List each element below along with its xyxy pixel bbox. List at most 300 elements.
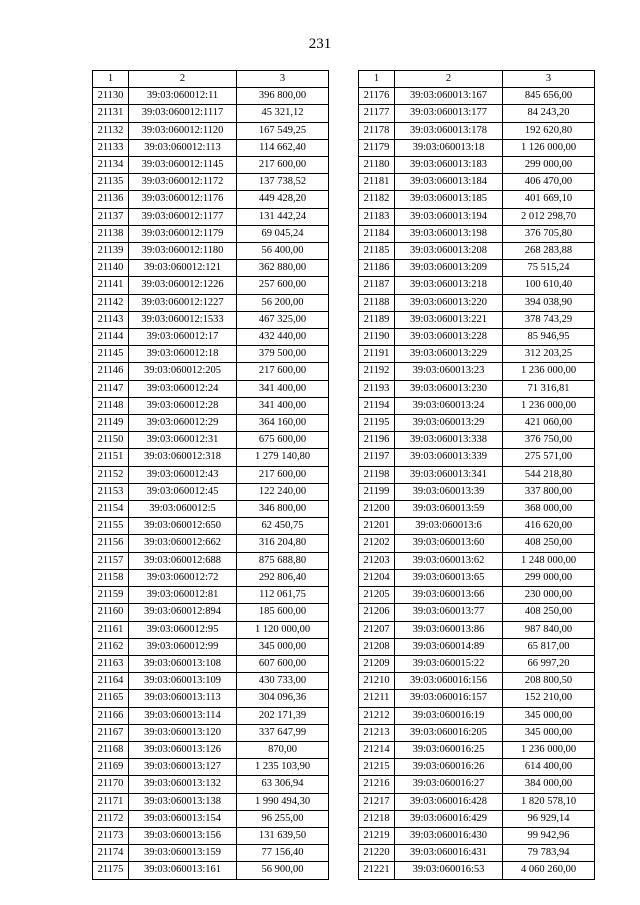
table-row: [93, 501, 329, 518]
table-row: [93, 673, 329, 690]
table-row: [359, 483, 595, 500]
value-cell: 845 656,00: [503, 88, 595, 105]
cadastral-number-cell: 39:03:060013:108: [129, 655, 237, 672]
value-cell: 75 515,24: [503, 260, 595, 277]
table-row: [93, 707, 329, 724]
table-row: [93, 638, 329, 655]
row-number-cell: 21169: [93, 759, 129, 776]
table-row: [359, 827, 595, 844]
cadastral-number-cell: 39:03:060012:72: [129, 569, 237, 586]
value-cell: 66 997,20: [503, 655, 595, 672]
row-number-cell: 21178: [359, 122, 395, 139]
table-row: [93, 122, 329, 139]
cadastral-number-cell: 39:03:060012:11: [129, 88, 237, 105]
cadastral-number-cell: 39:03:060013:221: [395, 311, 503, 328]
table-row: [359, 157, 595, 174]
value-cell: 122 240,00: [237, 483, 329, 500]
row-number-cell: 21157: [93, 552, 129, 569]
row-number-cell: 21202: [359, 535, 395, 552]
row-number-cell: 21204: [359, 569, 395, 586]
cadastral-number-cell: 39:03:060013:209: [395, 260, 503, 277]
table-header-row: [359, 71, 595, 88]
row-number-cell: 21216: [359, 776, 395, 793]
table-row: [359, 449, 595, 466]
table-row: [93, 311, 329, 328]
value-cell: 268 283,88: [503, 243, 595, 260]
value-cell: 368 000,00: [503, 501, 595, 518]
value-cell: 316 204,80: [237, 535, 329, 552]
cadastral-number-cell: 39:03:060013:65: [395, 569, 503, 586]
value-cell: 230 000,00: [503, 587, 595, 604]
row-number-cell: 21180: [359, 157, 395, 174]
table-row: [93, 105, 329, 122]
table-row: [359, 845, 595, 862]
row-number-cell: 21135: [93, 174, 129, 191]
row-number-cell: 21166: [93, 707, 129, 724]
row-number-cell: 21181: [359, 174, 395, 191]
cadastral-number-cell: 39:03:060016:205: [395, 724, 503, 741]
cadastral-number-cell: 39:03:060012:29: [129, 415, 237, 432]
value-cell: 56 200,00: [237, 294, 329, 311]
value-cell: 4 060 260,00: [503, 862, 595, 879]
row-number-cell: 21149: [93, 415, 129, 432]
table-row: [93, 363, 329, 380]
cadastral-number-cell: 39:03:060013:183: [395, 157, 503, 174]
table-row: [359, 174, 595, 191]
table-row: [359, 88, 595, 105]
value-cell: 1 820 578,10: [503, 793, 595, 810]
column-header-1: 1: [93, 71, 129, 88]
row-number-cell: 21200: [359, 501, 395, 518]
row-number-cell: 21171: [93, 793, 129, 810]
row-number-cell: 21155: [93, 518, 129, 535]
cadastral-number-cell: 39:03:060013:18: [395, 139, 503, 156]
value-cell: 401 669,10: [503, 191, 595, 208]
value-cell: 379 500,00: [237, 346, 329, 363]
table-row: [93, 174, 329, 191]
value-cell: 376 750,00: [503, 432, 595, 449]
table-row: [359, 363, 595, 380]
table-row: [359, 655, 595, 672]
cadastral-number-cell: 39:03:060012:688: [129, 552, 237, 569]
table-row: [93, 397, 329, 414]
cadastral-number-cell: 39:03:060013:86: [395, 621, 503, 638]
row-number-cell: 21215: [359, 759, 395, 776]
table-row: [93, 483, 329, 500]
cadastral-number-cell: 39:03:060012:662: [129, 535, 237, 552]
table-row: [359, 294, 595, 311]
row-number-cell: 21191: [359, 346, 395, 363]
value-cell: 96 255,00: [237, 810, 329, 827]
table-row: [93, 535, 329, 552]
value-cell: 217 600,00: [237, 157, 329, 174]
cadastral-number-cell: 39:03:060013:184: [395, 174, 503, 191]
row-number-cell: 21130: [93, 88, 129, 105]
cadastral-number-cell: 39:03:060013:341: [395, 466, 503, 483]
row-number-cell: 21132: [93, 122, 129, 139]
cadastral-number-cell: 39:03:060012:121: [129, 260, 237, 277]
cadastral-number-cell: 39:03:060012:1226: [129, 277, 237, 294]
table-row: [93, 191, 329, 208]
value-cell: 1 126 000,00: [503, 139, 595, 156]
cadastral-number-cell: 39:03:060016:26: [395, 759, 503, 776]
cadastral-number-cell: 39:03:060013:127: [129, 759, 237, 776]
table-row: [93, 552, 329, 569]
value-cell: 406 470,00: [503, 174, 595, 191]
value-cell: 364 160,00: [237, 415, 329, 432]
row-number-cell: 21179: [359, 139, 395, 156]
table-row: [359, 243, 595, 260]
row-number-cell: 21133: [93, 139, 129, 156]
table-row: [359, 741, 595, 758]
column-header-3: 3: [237, 71, 329, 88]
table-row: [359, 569, 595, 586]
value-cell: 112 061,75: [237, 587, 329, 604]
row-number-cell: 21162: [93, 638, 129, 655]
cadastral-number-cell: 39:03:060013:39: [395, 483, 503, 500]
row-number-cell: 21131: [93, 105, 129, 122]
cadastral-number-cell: 39:03:060012:24: [129, 380, 237, 397]
value-cell: 346 800,00: [237, 501, 329, 518]
cadastral-number-cell: 39:03:060012:81: [129, 587, 237, 604]
table-row: [93, 862, 329, 879]
table-body-left: [93, 88, 329, 879]
value-cell: 1 235 103,90: [237, 759, 329, 776]
row-number-cell: 21172: [93, 810, 129, 827]
row-number-cell: 21183: [359, 208, 395, 225]
value-cell: 1 248 000,00: [503, 552, 595, 569]
table-row: [93, 380, 329, 397]
cadastral-number-cell: 39:03:060012:43: [129, 466, 237, 483]
cadastral-number-cell: 39:03:060012:18: [129, 346, 237, 363]
value-cell: 337 647,99: [237, 724, 329, 741]
value-cell: 131 442,24: [237, 208, 329, 225]
value-cell: 341 400,00: [237, 380, 329, 397]
cadastral-number-cell: 39:03:060016:431: [395, 845, 503, 862]
cadastral-number-cell: 39:03:060012:650: [129, 518, 237, 535]
row-number-cell: 21185: [359, 243, 395, 260]
cadastral-number-cell: 39:03:060013:185: [395, 191, 503, 208]
table-row: [93, 741, 329, 758]
cadastral-number-cell: 39:03:060015:22: [395, 655, 503, 672]
table-row: [93, 793, 329, 810]
value-cell: 217 600,00: [237, 363, 329, 380]
table-row: [359, 466, 595, 483]
value-cell: 337 800,00: [503, 483, 595, 500]
row-number-cell: 21153: [93, 483, 129, 500]
row-number-cell: 21205: [359, 587, 395, 604]
registry-table-left: [92, 70, 329, 880]
cadastral-number-cell: 39:03:060016:430: [395, 827, 503, 844]
value-cell: 384 000,00: [503, 776, 595, 793]
column-header-3: 3: [503, 71, 595, 88]
cadastral-number-cell: 39:03:060016:27: [395, 776, 503, 793]
cadastral-number-cell: 39:03:060012:95: [129, 621, 237, 638]
cadastral-number-cell: 39:03:060013:23: [395, 363, 503, 380]
table-row: [359, 793, 595, 810]
table-row: [93, 449, 329, 466]
row-number-cell: 21164: [93, 673, 129, 690]
row-number-cell: 21138: [93, 225, 129, 242]
table-row: [93, 208, 329, 225]
table-row: [359, 122, 595, 139]
cadastral-number-cell: 39:03:060014:89: [395, 638, 503, 655]
table-row: [359, 311, 595, 328]
row-number-cell: 21176: [359, 88, 395, 105]
value-cell: 56 900,00: [237, 862, 329, 879]
registry-table-right: [358, 70, 595, 880]
value-cell: 299 000,00: [503, 569, 595, 586]
value-cell: 345 000,00: [503, 724, 595, 741]
value-cell: 987 840,00: [503, 621, 595, 638]
cadastral-number-cell: 39:03:060013:220: [395, 294, 503, 311]
value-cell: 275 571,00: [503, 449, 595, 466]
row-number-cell: 21220: [359, 845, 395, 862]
row-number-cell: 21184: [359, 225, 395, 242]
row-number-cell: 21198: [359, 466, 395, 483]
row-number-cell: 21212: [359, 707, 395, 724]
value-cell: 77 156,40: [237, 845, 329, 862]
column-header-2: 2: [129, 71, 237, 88]
row-number-cell: 21208: [359, 638, 395, 655]
row-number-cell: 21199: [359, 483, 395, 500]
cadastral-number-cell: 39:03:060013:159: [129, 845, 237, 862]
cadastral-number-cell: 39:03:060013:229: [395, 346, 503, 363]
cadastral-number-cell: 39:03:060012:28: [129, 397, 237, 414]
row-number-cell: 21140: [93, 260, 129, 277]
row-number-cell: 21174: [93, 845, 129, 862]
table-row: [359, 225, 595, 242]
cadastral-number-cell: 39:03:060016:428: [395, 793, 503, 810]
value-cell: 100 610,40: [503, 277, 595, 294]
row-number-cell: 21159: [93, 587, 129, 604]
cadastral-number-cell: 39:03:060013:156: [129, 827, 237, 844]
table-row: [359, 397, 595, 414]
row-number-cell: 21134: [93, 157, 129, 174]
value-cell: 675 600,00: [237, 432, 329, 449]
row-number-cell: 21211: [359, 690, 395, 707]
row-number-cell: 21151: [93, 449, 129, 466]
table-row: [359, 552, 595, 569]
cadastral-number-cell: 39:03:060012:31: [129, 432, 237, 449]
row-number-cell: 21144: [93, 329, 129, 346]
value-cell: 131 639,50: [237, 827, 329, 844]
row-number-cell: 21165: [93, 690, 129, 707]
value-cell: 1 120 000,00: [237, 621, 329, 638]
table-row: [359, 329, 595, 346]
cadastral-number-cell: 39:03:060013:167: [395, 88, 503, 105]
row-number-cell: 21221: [359, 862, 395, 879]
row-number-cell: 21201: [359, 518, 395, 535]
row-number-cell: 21188: [359, 294, 395, 311]
cadastral-number-cell: 39:03:060013:161: [129, 862, 237, 879]
value-cell: 1 236 000,00: [503, 363, 595, 380]
value-cell: 870,00: [237, 741, 329, 758]
value-cell: 345 000,00: [503, 707, 595, 724]
cadastral-number-cell: 39:03:060013:120: [129, 724, 237, 741]
table-row: [93, 690, 329, 707]
row-number-cell: 21196: [359, 432, 395, 449]
cadastral-number-cell: 39:03:060013:6: [395, 518, 503, 535]
value-cell: 362 880,00: [237, 260, 329, 277]
cadastral-number-cell: 39:03:060013:113: [129, 690, 237, 707]
table-body-right: [359, 88, 595, 879]
table-row: [93, 776, 329, 793]
table-row: [359, 105, 595, 122]
table-row: [359, 862, 595, 879]
value-cell: 257 600,00: [237, 277, 329, 294]
row-number-cell: 21194: [359, 397, 395, 414]
cadastral-number-cell: 39:03:060013:109: [129, 673, 237, 690]
value-cell: 614 400,00: [503, 759, 595, 776]
row-number-cell: 21167: [93, 724, 129, 741]
table-row: [93, 415, 329, 432]
value-cell: 65 817,00: [503, 638, 595, 655]
table-row: [359, 191, 595, 208]
table-row: [93, 225, 329, 242]
value-cell: 408 250,00: [503, 604, 595, 621]
value-cell: 376 705,80: [503, 225, 595, 242]
cadastral-number-cell: 39:03:060012:1179: [129, 225, 237, 242]
cadastral-number-cell: 39:03:060016:53: [395, 862, 503, 879]
cadastral-number-cell: 39:03:060016:25: [395, 741, 503, 758]
table-row: [93, 759, 329, 776]
row-number-cell: 21219: [359, 827, 395, 844]
table-row: [359, 346, 595, 363]
value-cell: 1 236 000,00: [503, 741, 595, 758]
cadastral-number-cell: 39:03:060016:157: [395, 690, 503, 707]
value-cell: 299 000,00: [503, 157, 595, 174]
row-number-cell: 21139: [93, 243, 129, 260]
table-row: [93, 432, 329, 449]
cadastral-number-cell: 39:03:060012:1120: [129, 122, 237, 139]
row-number-cell: 21197: [359, 449, 395, 466]
table-row: [93, 139, 329, 156]
cadastral-number-cell: 39:03:060012:113: [129, 139, 237, 156]
row-number-cell: 21203: [359, 552, 395, 569]
table-row: [359, 277, 595, 294]
value-cell: 396 800,00: [237, 88, 329, 105]
row-number-cell: 21145: [93, 346, 129, 363]
row-number-cell: 21158: [93, 569, 129, 586]
table-row: [93, 810, 329, 827]
row-number-cell: 21218: [359, 810, 395, 827]
table-row: [359, 690, 595, 707]
table-row: [359, 587, 595, 604]
value-cell: 192 620,80: [503, 122, 595, 139]
value-cell: 544 218,80: [503, 466, 595, 483]
column-header-2: 2: [395, 71, 503, 88]
table-row: [359, 432, 595, 449]
cadastral-number-cell: 39:03:060013:218: [395, 277, 503, 294]
cadastral-number-cell: 39:03:060013:198: [395, 225, 503, 242]
table-row: [359, 638, 595, 655]
value-cell: 2 012 298,70: [503, 208, 595, 225]
value-cell: 1 990 494,30: [237, 793, 329, 810]
cadastral-number-cell: 39:03:060016:429: [395, 810, 503, 827]
cadastral-number-cell: 39:03:060013:177: [395, 105, 503, 122]
table-row: [93, 518, 329, 535]
value-cell: 312 203,25: [503, 346, 595, 363]
row-number-cell: 21163: [93, 655, 129, 672]
cadastral-number-cell: 39:03:060016:19: [395, 707, 503, 724]
row-number-cell: 21190: [359, 329, 395, 346]
table-row: [359, 759, 595, 776]
table-row: [93, 346, 329, 363]
table-row: [359, 139, 595, 156]
cadastral-number-cell: 39:03:060012:894: [129, 604, 237, 621]
value-cell: 152 210,00: [503, 690, 595, 707]
value-cell: 99 942,96: [503, 827, 595, 844]
cadastral-number-cell: 39:03:060013:194: [395, 208, 503, 225]
cadastral-number-cell: 39:03:060013:60: [395, 535, 503, 552]
table-row: [93, 277, 329, 294]
table-row: [359, 380, 595, 397]
table-row: [93, 260, 329, 277]
value-cell: 167 549,25: [237, 122, 329, 139]
row-number-cell: 21168: [93, 741, 129, 758]
cadastral-number-cell: 39:03:060013:230: [395, 380, 503, 397]
table-row: [93, 621, 329, 638]
value-cell: 79 783,94: [503, 845, 595, 862]
table-row: [93, 466, 329, 483]
table-row: [359, 518, 595, 535]
row-number-cell: 21217: [359, 793, 395, 810]
cadastral-number-cell: 39:03:060013:228: [395, 329, 503, 346]
table-row: [93, 604, 329, 621]
value-cell: 202 171,39: [237, 707, 329, 724]
table-row: [93, 655, 329, 672]
table-row: [93, 569, 329, 586]
table-row: [359, 260, 595, 277]
cadastral-number-cell: 39:03:060012:1176: [129, 191, 237, 208]
cadastral-number-cell: 39:03:060012:318: [129, 449, 237, 466]
table-row: [93, 329, 329, 346]
value-cell: 69 045,24: [237, 225, 329, 242]
row-number-cell: 21192: [359, 363, 395, 380]
value-cell: 96 929,14: [503, 810, 595, 827]
table-row: [359, 776, 595, 793]
value-cell: 875 688,80: [237, 552, 329, 569]
table-row: [359, 415, 595, 432]
table-row: [93, 243, 329, 260]
table-header-row: [93, 71, 329, 88]
value-cell: 56 400,00: [237, 243, 329, 260]
cadastral-number-cell: 39:03:060012:1177: [129, 208, 237, 225]
cadastral-number-cell: 39:03:060013:138: [129, 793, 237, 810]
value-cell: 217 600,00: [237, 466, 329, 483]
value-cell: 432 440,00: [237, 329, 329, 346]
cadastral-number-cell: 39:03:060012:1180: [129, 243, 237, 260]
row-number-cell: 21141: [93, 277, 129, 294]
page-number: 231: [308, 36, 332, 52]
value-cell: 607 600,00: [237, 655, 329, 672]
row-number-cell: 21173: [93, 827, 129, 844]
cadastral-number-cell: 39:03:060012:17: [129, 329, 237, 346]
value-cell: 114 662,40: [237, 139, 329, 156]
cadastral-number-cell: 39:03:060013:66: [395, 587, 503, 604]
row-number-cell: 21206: [359, 604, 395, 621]
value-cell: 430 733,00: [237, 673, 329, 690]
row-number-cell: 21137: [93, 208, 129, 225]
cadastral-number-cell: 39:03:060012:99: [129, 638, 237, 655]
table-row: [93, 724, 329, 741]
table-row: [93, 157, 329, 174]
cadastral-number-cell: 39:03:060013:154: [129, 810, 237, 827]
row-number-cell: 21146: [93, 363, 129, 380]
row-number-cell: 21150: [93, 432, 129, 449]
table-row: [93, 294, 329, 311]
